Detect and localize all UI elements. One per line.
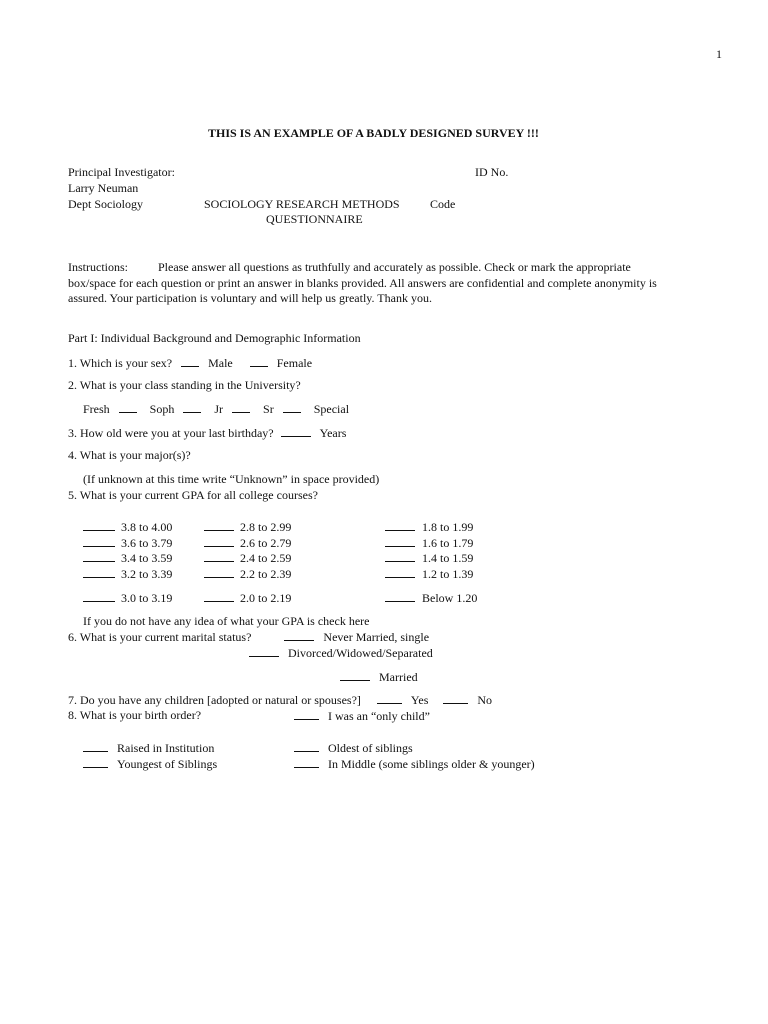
question-text: 7. Do you have any children [adopted or natural or spouses?] xyxy=(68,693,361,707)
gpa-option xyxy=(83,535,172,551)
page-number: 1 xyxy=(716,47,722,61)
option-label: 3.2 to 3.39 xyxy=(121,567,173,581)
department: Dept Sociology xyxy=(68,197,143,211)
instructions-label: Instructions: xyxy=(68,260,128,274)
gpa-blank[interactable] xyxy=(204,566,234,578)
birth-order-option xyxy=(294,740,413,756)
option-label: Never Married, single xyxy=(323,630,430,644)
question-marital-status xyxy=(68,629,429,645)
oldest-blank[interactable] xyxy=(294,740,319,752)
gpa-option xyxy=(204,590,291,606)
marital-option xyxy=(249,645,433,661)
gpa-option xyxy=(83,590,172,606)
married-blank[interactable] xyxy=(340,669,370,681)
birth-order-option xyxy=(83,740,214,756)
option-label: 1.6 to 1.79 xyxy=(422,536,474,550)
gpa-blank[interactable] xyxy=(83,519,115,531)
course-subtitle: QUESTIONNAIRE xyxy=(266,212,363,226)
children-yes-blank[interactable] xyxy=(377,692,402,704)
gpa-blank[interactable] xyxy=(204,519,234,531)
option-label: Below 1.20 xyxy=(422,591,478,605)
youngest-blank[interactable] xyxy=(83,756,108,768)
part-heading: Part I: Individual Background and Demographic Information xyxy=(68,331,361,345)
gpa-option xyxy=(385,590,477,606)
question-text: 1. Which is your sex? xyxy=(68,356,173,370)
jr-blank[interactable] xyxy=(232,401,250,413)
option-label: 1.8 to 1.99 xyxy=(422,520,474,534)
gpa-blank[interactable] xyxy=(204,535,234,547)
children-no-blank[interactable] xyxy=(443,692,468,704)
gpa-blank[interactable] xyxy=(385,519,415,531)
never-married-blank[interactable] xyxy=(284,629,314,641)
gpa-option xyxy=(204,535,291,551)
gpa-blank[interactable] xyxy=(385,550,415,562)
divorced-blank[interactable] xyxy=(249,645,279,657)
question-text: 6. What is your current marital status? xyxy=(68,630,252,644)
option-label: Yes xyxy=(410,693,429,707)
question-age xyxy=(68,425,346,441)
option-label: Youngest of Siblings xyxy=(117,757,218,771)
option-label: Sr xyxy=(263,402,274,416)
only-child-blank[interactable] xyxy=(294,708,319,720)
option-label: 2.0 to 2.19 xyxy=(240,591,292,605)
male-blank[interactable] xyxy=(181,355,199,367)
option-label: Male xyxy=(208,356,233,370)
middle-blank[interactable] xyxy=(294,756,319,768)
option-label: Years xyxy=(319,426,347,440)
option-label: Special xyxy=(313,402,350,416)
gpa-blank[interactable] xyxy=(83,535,115,547)
question-major: 4. What is your major(s)? xyxy=(68,448,191,462)
gpa-option xyxy=(385,566,473,582)
marital-option xyxy=(340,669,418,685)
gpa-blank[interactable] xyxy=(204,590,234,602)
principal-investigator-label: Principal Investigator: xyxy=(68,165,175,179)
gpa-blank[interactable] xyxy=(385,590,415,602)
option-label: Raised in Institution xyxy=(117,741,215,755)
option-label: 3.4 to 3.59 xyxy=(121,551,173,565)
institution-blank[interactable] xyxy=(83,740,108,752)
course-title: SOCIOLOGY RESEARCH METHODS xyxy=(204,197,400,211)
option-label: 2.6 to 2.79 xyxy=(240,536,292,550)
gpa-blank[interactable] xyxy=(204,550,234,562)
class-standing-options xyxy=(83,401,349,417)
gpa-option xyxy=(83,566,172,582)
gpa-option xyxy=(204,519,291,535)
gpa-no-idea: If you do not have any idea of what your GPA is check here xyxy=(83,614,370,628)
fresh-blank[interactable] xyxy=(119,401,137,413)
option-label: Divorced/Widowed/Separated xyxy=(288,646,433,660)
instructions-line-2: box/space for each question or print an answer in blanks provided. All answers are confidential and complete anonymity is xyxy=(68,276,657,290)
option-label: No xyxy=(477,693,493,707)
instructions-line-1: Please answer all questions as truthfully and accurately as possible. Check or mark the appropriate xyxy=(158,260,631,274)
option-label: Female xyxy=(276,356,313,370)
question-gpa: 5. What is your current GPA for all college courses? xyxy=(68,488,318,502)
code-label: Code xyxy=(430,197,456,211)
option-label: Soph xyxy=(149,402,175,416)
major-note: (If unknown at this time write “Unknown” in space provided) xyxy=(83,472,380,486)
page-title: THIS IS AN EXAMPLE OF A BADLY DESIGNED SURVEY !!! xyxy=(208,126,539,140)
option-label: 1.4 to 1.59 xyxy=(422,551,474,565)
birth-order-option xyxy=(294,756,535,772)
gpa-option xyxy=(83,550,172,566)
gpa-blank[interactable] xyxy=(83,550,115,562)
option-label: 2.8 to 2.99 xyxy=(240,520,292,534)
gpa-option xyxy=(204,550,291,566)
sr-blank[interactable] xyxy=(283,401,301,413)
gpa-blank[interactable] xyxy=(385,566,415,578)
option-label: Married xyxy=(379,670,418,684)
option-label: Oldest of siblings xyxy=(328,741,413,755)
option-label: 3.8 to 4.00 xyxy=(121,520,173,534)
option-label: Jr xyxy=(214,402,224,416)
question-class-standing: 2. What is your class standing in the University? xyxy=(68,378,301,392)
investigator-name: Larry Neuman xyxy=(68,181,139,195)
option-label: 1.2 to 1.39 xyxy=(422,567,474,581)
option-label: 3.6 to 3.79 xyxy=(121,536,173,550)
gpa-option xyxy=(385,550,473,566)
option-label: Fresh xyxy=(83,402,110,416)
option-label: 2.2 to 2.39 xyxy=(240,567,292,581)
question-birth-order: 8. What is your birth order? xyxy=(68,708,202,722)
question-children xyxy=(68,692,492,708)
question-text: 3. How old were you at your last birthday? xyxy=(68,426,274,440)
option-label: 3.0 to 3.19 xyxy=(121,591,173,605)
female-blank[interactable] xyxy=(250,355,268,367)
gpa-blank[interactable] xyxy=(83,590,115,602)
gpa-option xyxy=(83,519,172,535)
gpa-option xyxy=(385,535,473,551)
id-no-label: ID No. xyxy=(475,165,509,179)
gpa-blank[interactable] xyxy=(83,566,115,578)
option-label: I was an “only child” xyxy=(328,709,430,723)
age-blank[interactable] xyxy=(281,425,311,437)
birth-order-option xyxy=(294,708,430,724)
instructions-line-3: assured. Your participation is voluntary and will help us greatly. Thank you. xyxy=(68,291,432,305)
option-label: 2.4 to 2.59 xyxy=(240,551,292,565)
soph-blank[interactable] xyxy=(183,401,201,413)
question-sex xyxy=(68,355,312,371)
gpa-option xyxy=(385,519,473,535)
option-label: In Middle (some siblings older & younger) xyxy=(328,757,535,771)
gpa-blank[interactable] xyxy=(385,535,415,547)
gpa-option xyxy=(204,566,291,582)
birth-order-option xyxy=(83,756,217,772)
